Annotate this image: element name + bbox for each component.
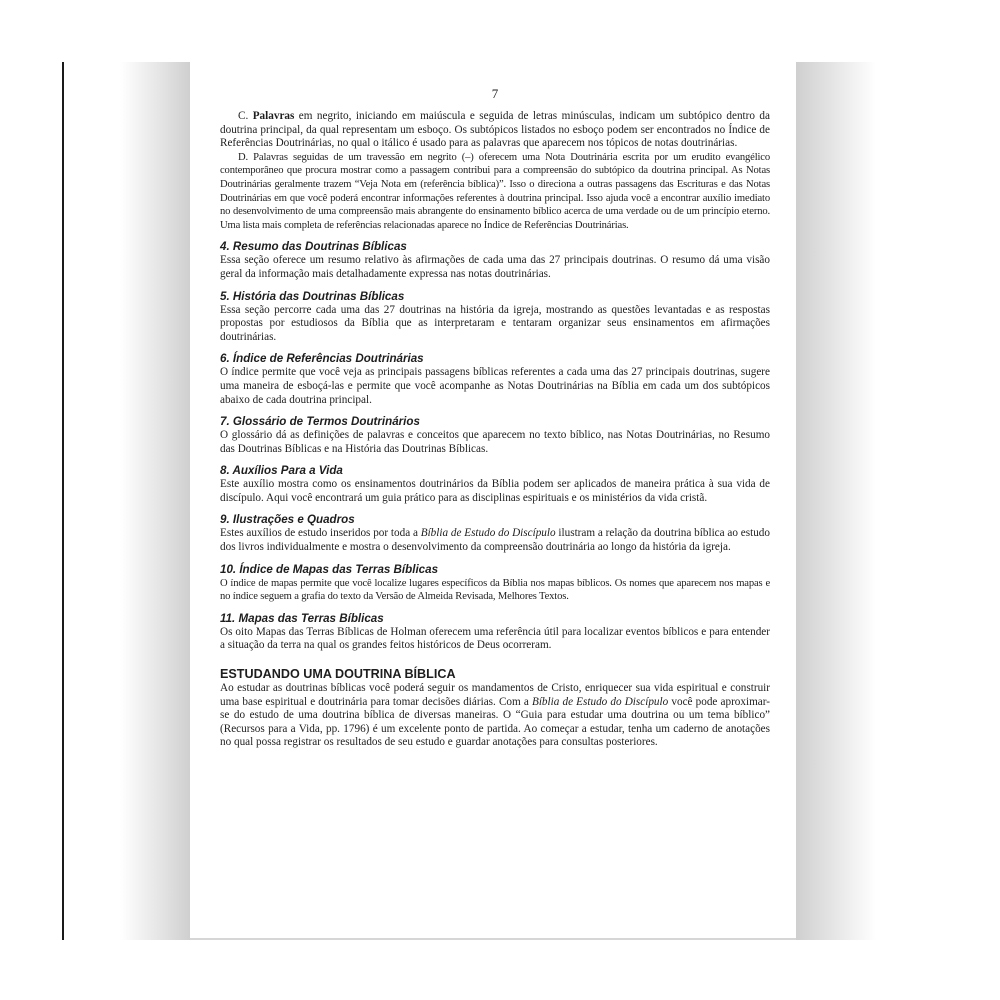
text-run: você pode aproximar-se do estudo de uma doutrina bíblica de diversas maneiras. O “Guia para estudar uma doutrina ou um tema bíblico” (Recursos para a Vida, pp. 1796) é um excelente ponto de partida. Ao começar a estudar, tenha um caderno de anotações no qual possa registrar os resultados de seu estudo e guardar anotações para consultas posteriores.	[220, 695, 771, 749]
section-heading: 8. Auxílios Para a Vida	[220, 464, 343, 478]
section-ilustracoes	[220, 513, 770, 554]
section-resumo	[220, 240, 770, 281]
section-heading: 7. Glossário de Termos Doutrinários	[220, 415, 420, 429]
text-run: ilustram a relação da doutrina bíblica ao estudo dos livros individualmente e mostra o desenvolvimento da compreensão doutrinária ao longo da história da igreja.	[220, 527, 770, 554]
section-text: Este auxílio mostra como os ensinamentos doutrinários da Bíblia podem ser aplicados de maneira prática à sua vida de discípulo. Aqui você encontrará um guia prático para as disciplinas espirituais e os ministérios da vida cristã.	[220, 478, 770, 504]
paragraph-text: em negrito, iniciando em maiúscula e seguida de letras minúsculas, indicam um subtópico dentro da doutrina principal, da qual representam um esboço. Os subtópicos listados no esboço podem ser encontrados no Índice de Referências Doutrinárias, no qual o itálico é usado para as palavras que aparecem nos tópicos de notas doutrinárias.	[220, 110, 770, 150]
paragraph-letter: C.	[238, 110, 253, 122]
section-auxilios	[220, 464, 770, 505]
section-glossario	[220, 415, 770, 456]
section-text: Essa seção percorre cada uma das 27 doutrinas na história da igreja, mostrando as questões levantadas e as respostas propostas por estudiosos da Bíblia que as interpretaram e tentaram organizar seus ensinamentos em afirmações doutrinárias.	[220, 303, 770, 343]
section-heading: 4. Resumo das Doutrinas Bíblicas	[220, 240, 407, 254]
section-indice-referencias	[220, 352, 770, 407]
intro-paragraph-c	[220, 110, 770, 151]
section-indice-mapas	[220, 563, 770, 604]
section-heading: 6. Índice de Referências Doutrinárias	[220, 352, 424, 366]
scan-edge-left	[62, 62, 64, 940]
bold-term: Palavras	[252, 110, 295, 122]
text-run: Estes auxílios de estudo inseridos por toda a	[220, 527, 421, 540]
italic-title: Bíblia de Estudo do Discípulo	[531, 695, 669, 708]
section-text: Os oito Mapas das Terras Bíblicas de Holman oferecem uma referência útil para localizar eventos bíblicos e para entender a situação da terra na qual os grandes feitos históricos de Deus ocorreram.	[220, 625, 770, 652]
section-heading: 5. História das Doutrinas Bíblicas	[220, 289, 405, 303]
section-text: Essa seção oferece um resumo relativo às afirmações de cada uma das 27 principais doutrinas. O resumo dá uma visão geral da informação mais detalhadamente expressa nas notas doutrinárias.	[220, 254, 770, 280]
section-historia	[220, 290, 770, 345]
section-text	[220, 527, 770, 554]
italic-title: Bíblia de Estudo do Discípulo	[420, 527, 556, 540]
section-heading: 9. Ilustrações e Quadros	[220, 513, 355, 527]
book-page	[190, 62, 796, 938]
text-run: Ao estudar as doutrinas bíblicas você poderá seguir os mandamentos de Cristo, enriquecer sua vida espiritual e construir uma base espiritual e doutrinária para tomar decisões diárias. Com a	[220, 682, 770, 708]
page-shadow-left	[120, 62, 190, 940]
intro-paragraph-d: D. Palavras seguidas de um travessão em negrito (–) oferecem uma Nota Doutrinária escrita por um erudito evangélico contemporâneo que procura mostrar como a passagem contribui para a compreensão do subtópico da doutrina principal. As Notas Doutrinárias geralmente trazem “Veja Nota em (referência bíblica)”. Isso o direciona a outras passagens das Escrituras e das Notas Doutrinárias em que você poderá encontrar informações referentes à doutrina principal. Isso ajuda você a encontrar auxílio imediato no desenvolvimento de uma compreensão mais abrangente do ensinamento bíblico acerca de uma verdade ou de um princípio eterno. Uma lista mais completa de referências relacionadas aparece no Índice de Referências Doutrinárias.	[220, 151, 770, 231]
page-bottom-edge	[190, 938, 796, 940]
section-mapas	[220, 612, 770, 653]
studying-heading: ESTUDANDO UMA DOUTRINA BÍBLICA	[220, 667, 456, 682]
section-heading: 10. Índice de Mapas das Terras Bíblicas	[220, 562, 439, 576]
page-shadow-right	[796, 62, 876, 940]
studying-text	[220, 682, 770, 750]
section-text: O glossário dá as definições de palavras e conceitos que aparecem no texto bíblico, nas Notas Doutrinárias, no Resumo das Doutrinas Bíblicas e na História das Doutrinas Bíblicas.	[220, 429, 770, 455]
section-heading: 11. Mapas das Terras Bíblicas	[220, 611, 384, 625]
section-text: O índice de mapas permite que você localize lugares específicos da Bíblia nos mapas bíblicos. Os nomes que aparecem nos mapas e no índice seguem a grafia do texto da Versão de Almeida Revisada, Melhores Textos.	[220, 577, 770, 603]
page-number: 7	[491, 86, 499, 101]
section-text: O índice permite que você veja as principais passagens bíblicas referentes a cada uma das 27 principais doutrinas, sugere uma maneira de esboçá-las e permite que você acompanhe as Notas Doutrinárias na Bíblia em cada um dos subtópicos abaixo de cada doutrina principal.	[220, 366, 770, 406]
